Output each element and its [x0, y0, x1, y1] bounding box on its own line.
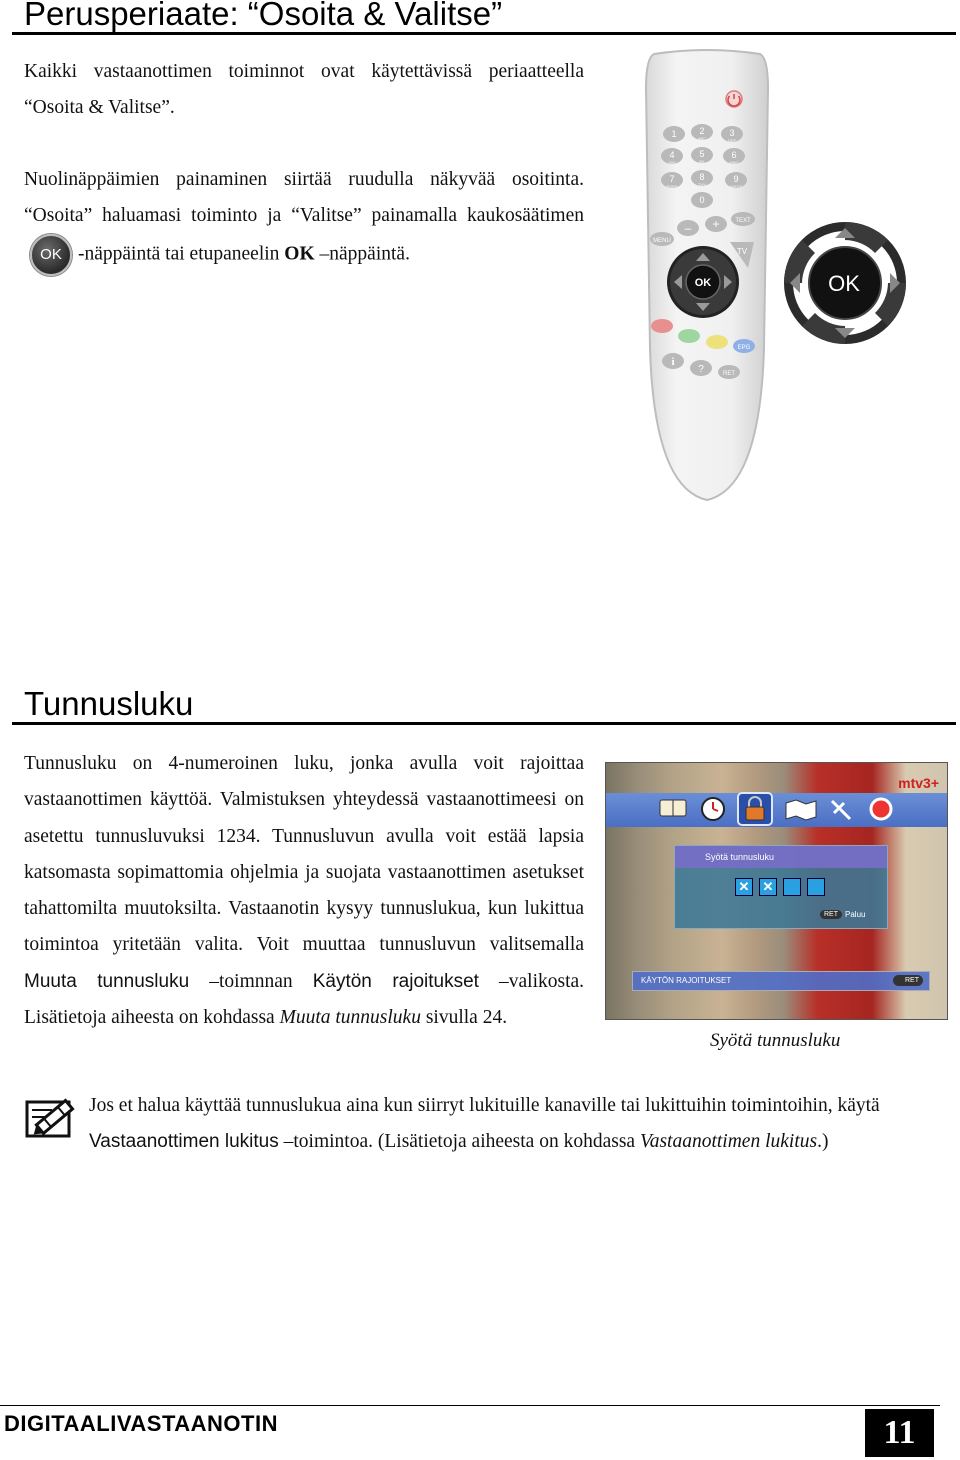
- yellow-key: [706, 335, 728, 349]
- footer-title: DIGITAALIVASTAANOTIN: [4, 1411, 278, 1436]
- screenshot-caption: Syötä tunnusluku: [710, 1030, 841, 1051]
- note-text-a: Jos et halua käyttää tunnuslukua aina kun siirryt lukituille kanaville tai lukittuihin toimintoihin, käytä: [89, 1095, 880, 1116]
- pencil-note-icon: [24, 1092, 78, 1140]
- svg-text:MENU: MENU: [653, 238, 671, 244]
- svg-text:–: –: [684, 221, 692, 235]
- svg-text:EPG: EPG: [737, 345, 751, 351]
- front-panel-ok-illustration: [782, 220, 908, 346]
- menu-usage-restrictions: Käytön rajoitukset: [312, 970, 479, 992]
- svg-text:ABC: ABC: [697, 136, 707, 141]
- navigation-text-mid: -näppäintä tai etupaneelin: [78, 243, 280, 265]
- svg-text:?: ?: [698, 364, 704, 375]
- pin-digit-box[interactable]: [783, 878, 801, 896]
- intro-paragraph: [24, 54, 584, 126]
- usage-restrictions-bar: [632, 971, 930, 991]
- satellite-icon: [832, 801, 850, 819]
- tv-channel-logo: mtv3+: [898, 775, 939, 791]
- svg-text:TV: TV: [736, 247, 748, 256]
- bottom-ret-tag: RET: [893, 975, 923, 986]
- intro-text: Kaikki vastaanottimen toiminnot ovat käytettävissä periaatteella “Osoita & Valitse”.: [24, 61, 584, 118]
- remote-key-3: 3: [729, 128, 735, 138]
- pin-digit-box[interactable]: ✕: [759, 878, 777, 896]
- svg-text:i: i: [671, 356, 675, 368]
- remote-key-4: 4: [669, 150, 675, 160]
- remote-key-1: 1: [671, 129, 677, 139]
- remote-key-5: 5: [699, 149, 705, 159]
- remote-key-0: 0: [699, 195, 705, 205]
- remote-key-9: 9: [733, 174, 739, 184]
- pin-dialog-title: Syötä tunnusluku: [675, 846, 887, 868]
- remote-control-illustration: [640, 48, 775, 508]
- pin-digit-box[interactable]: [807, 878, 825, 896]
- ok-bold-label: OK: [284, 243, 315, 265]
- remote-key-8: 8: [699, 172, 705, 182]
- svg-text:GHI: GHI: [668, 160, 676, 165]
- note-reference: Vastaanottimen lukitus: [639, 1131, 818, 1152]
- map-icon: [786, 800, 816, 820]
- note-text-b: –toimintoa. (Lisätietoja aiheesta on kohdassa: [283, 1131, 636, 1152]
- pin-text-b: . Tunnusluvun avulla voit estää lapsia katsomasta sopimattomia ohjelmia ja suojata vastaanottimen asetukset tahattomilta muutoksilta. Vastaanotin kysyy tunnuslukua, kun lukittua toimintoa yritetään valita. Voit muuttaa tunnusluvun valitsemalla: [24, 825, 584, 956]
- svg-text:MNO: MNO: [729, 160, 739, 165]
- svg-text:+: +: [712, 217, 720, 231]
- pin-text-a: Tunnusluku on 4-numeroinen luku, jonka avulla voit rajoittaa vastaanottimen käyttöä. Valmistuksen yhteydessä vastaanottimeesi on asetettu tunnusluvuksi: [24, 753, 584, 847]
- ret-tag: RET: [820, 910, 842, 919]
- pin-default-code: 1234: [216, 825, 256, 847]
- tv-menu-icons: [656, 791, 906, 827]
- pin-entry-screenshot: [605, 762, 948, 1020]
- pin-paragraph: [24, 746, 584, 1036]
- lifebuoy-icon: [871, 799, 891, 819]
- remote-key-7: 7: [669, 174, 675, 184]
- section-rule: [12, 722, 956, 725]
- page-number: 11: [865, 1409, 934, 1457]
- navigation-text-end: –näppäintä.: [319, 243, 410, 265]
- ret-label: Paluu: [845, 910, 866, 919]
- red-key: [651, 319, 673, 333]
- remote-key-6: 6: [731, 150, 737, 160]
- menu-receiver-lock: Vastaanottimen lukitus: [89, 1131, 279, 1152]
- note-paragraph: [89, 1088, 949, 1160]
- pin-digit-box[interactable]: ✕: [735, 878, 753, 896]
- section-title-point-and-select: Perusperiaate: “Osoita & Valitse”: [24, 0, 503, 32]
- svg-text:TEXT: TEXT: [735, 218, 751, 224]
- navigation-text: Nuolinäppäimien painaminen siirtää ruudulla näkyvää osoitinta. “Osoita” haluamasi toiminto ja “Valitse” painamalla kaukosäätimen: [24, 169, 584, 226]
- menu-change-pin: Muuta tunnusluku: [24, 970, 190, 992]
- pin-text-d: –valikosta. Lisätietoja aiheesta on kohdassa: [24, 970, 585, 1029]
- front-ok-label: OK: [828, 271, 860, 296]
- svg-text:PQRS: PQRS: [666, 184, 678, 189]
- svg-text:TUV: TUV: [698, 182, 706, 187]
- navigation-paragraph: [24, 162, 584, 276]
- svg-text:RET: RET: [723, 371, 735, 377]
- svg-text:OK: OK: [694, 277, 712, 289]
- svg-text:JKL: JKL: [698, 159, 706, 164]
- title-rule: [12, 32, 956, 35]
- note-text-c: .): [817, 1131, 829, 1152]
- svg-text:DEF: DEF: [728, 138, 736, 143]
- pin-text-c: –toimnnan: [209, 970, 293, 992]
- remote-key-2: 2: [699, 126, 705, 136]
- footer-rule: [0, 1405, 940, 1406]
- svg-text:WXYZ: WXYZ: [730, 184, 742, 189]
- ok-button-icon: OK: [30, 234, 72, 276]
- green-key: [678, 329, 700, 343]
- section-title-pin: Tunnusluku: [24, 685, 194, 722]
- usage-restrictions-label: KÄYTÖN RAJOITUKSET: [641, 976, 732, 985]
- pin-reference: Muuta tunnusluku: [279, 1007, 421, 1029]
- pin-text-e: sivulla 24.: [425, 1007, 508, 1029]
